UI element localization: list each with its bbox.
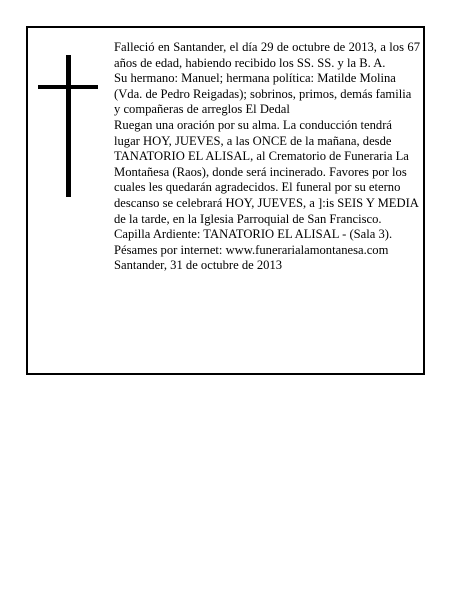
funeral-details: Ruegan una oración por su alma. La conducción tendrá lugar HOY, JUEVES, a las ONCE de la mañana, desde TANATORIO EL ALISAL, al Crematorio de Funeraria La Montañesa (Raos), donde será incinerado. Favores por los cuales les quedarán agradecidos. El funeral por su eterno descanso se celebrará HOY, JUEVES, a ]:is SEIS Y MEDIA de la tarde, en la Iglesia Parroquial de San Francisco. Capilla Ardiente: TANATORIO EL ALISAL - (Sala 3).	[114, 117, 419, 242]
cross-beam	[38, 85, 98, 89]
cross-post	[66, 55, 71, 197]
condolences-web: Pésames por internet: www.funerarialamontanesa.com	[114, 242, 389, 257]
obituary-notice-frame	[26, 26, 425, 375]
family-mourners: Su hermano: Manuel; hermana política: Matilde Molina (Vda. de Pedro Reigadas); sobrinos, primos, demás familia y compañeras de arreglos El Dedal	[114, 71, 412, 117]
place-date-line: Santander, 31 de octubre de 2013	[114, 258, 283, 273]
death-announcement: Falleció en Santander, el día 29 de octubre de 2013, a los 67 años de edad, habiendo recibido los SS. SS. y la B. A.	[114, 40, 420, 70]
cross-icon	[38, 55, 98, 197]
obituary-text	[114, 40, 420, 274]
